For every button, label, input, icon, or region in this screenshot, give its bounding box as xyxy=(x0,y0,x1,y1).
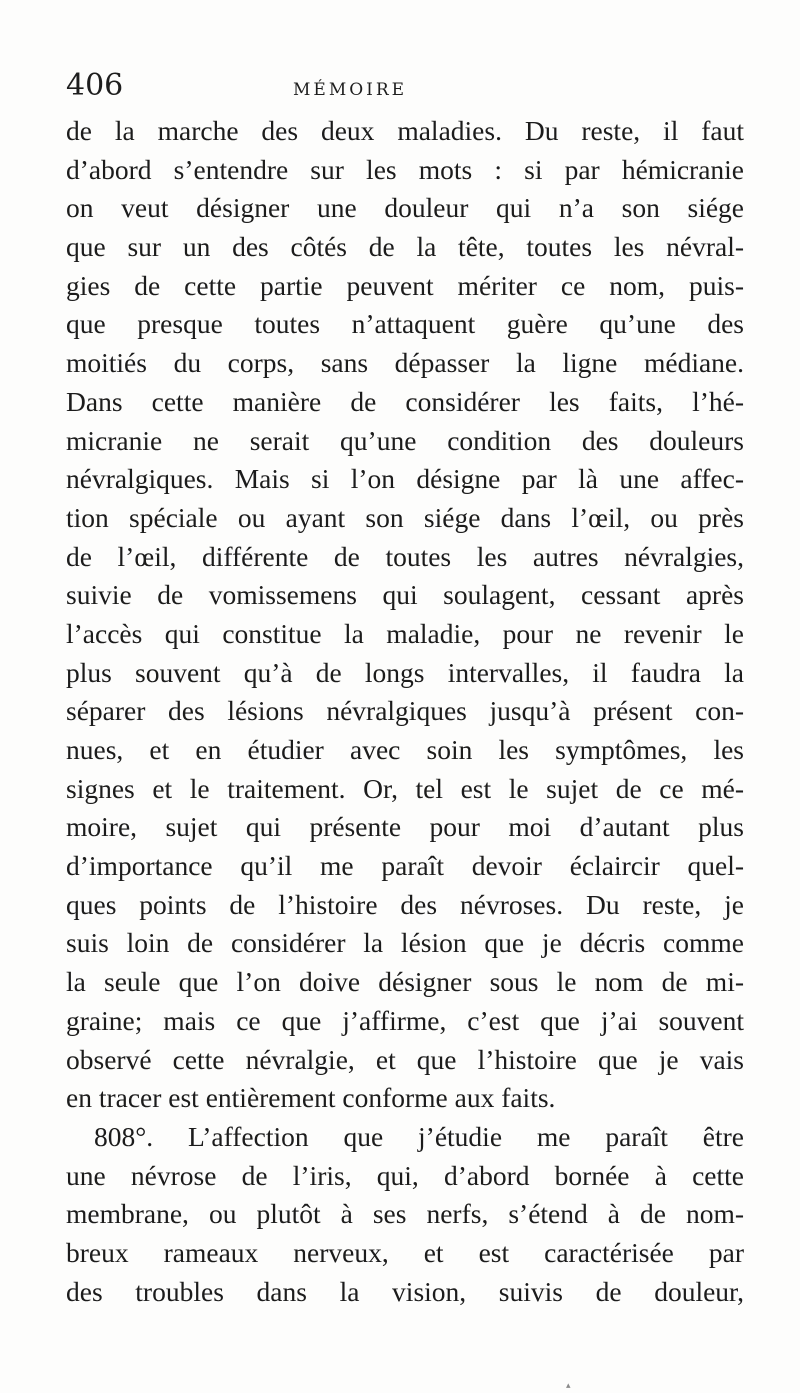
text-line: d’importance qu’il me paraît devoir éclaircir quel- xyxy=(66,850,744,882)
text-line: gies de cette partie peuvent mériter ce nom, puis- xyxy=(66,269,744,301)
text-line: micranie ne serait qu’une condition des douleurs xyxy=(66,424,744,456)
text-line: on veut désigner une douleur qui n’a son siége xyxy=(66,192,744,224)
text-line: de l’œil, différente de toutes les autres névralgies, xyxy=(66,540,744,572)
text-line: des troubles dans la vision, suivis de douleur, xyxy=(66,1275,744,1307)
ink-speck-mark: ▴ xyxy=(566,1381,571,1391)
text-line: d’abord s’entendre sur les mots : si par hémicranie xyxy=(66,153,744,185)
text-line: breux rameaux nerveux, et est caractérisée par xyxy=(66,1236,744,1268)
text-line: séparer des lésions névralgiques jusqu’à présent con- xyxy=(66,695,744,727)
text-line: membrane, ou plutôt à ses nerfs, s’étend à de nom- xyxy=(66,1198,744,1230)
text-line: que presque toutes n’attaquent guère qu’une des xyxy=(66,308,744,340)
text-line: plus souvent qu’à de longs intervalles, il faudra la xyxy=(66,656,744,688)
text-line: graine; mais ce que j’affirme, c’est que j’ai souvent xyxy=(66,1004,744,1036)
text-line: ques points de l’histoire des névroses. Du reste, je xyxy=(66,888,744,920)
text-line: suivie de vomissemens qui soulagent, cessant après xyxy=(66,579,744,611)
running-title: MÉMOIRE xyxy=(293,80,408,100)
text-line: névralgiques. Mais si l’on désigne par là une affec- xyxy=(66,463,744,495)
text-line: de la marche des deux maladies. Du reste, il faut xyxy=(66,115,744,146)
text-line: une névrose de l’iris, qui, d’abord bornée à cette xyxy=(66,1159,744,1191)
text-line: moitiés du corps, sans dépasser la ligne médiane. xyxy=(66,347,744,379)
text-line: suis loin de considérer la lésion que je décris comme xyxy=(66,927,744,959)
text-line: l’accès qui constitue la maladie, pour ne revenir le xyxy=(66,617,744,649)
text-line: Dans cette manière de considérer les faits, l’hé- xyxy=(66,385,744,417)
text-line: en tracer est entièrement conforme aux faits. xyxy=(66,1082,556,1114)
text-line: 808°. L’affection que j’étudie me paraît être xyxy=(94,1120,744,1152)
body-text xyxy=(66,112,744,1311)
text-line: nues, et en étudier avec soin les symptômes, les xyxy=(66,734,744,765)
text-line: tion spéciale ou ayant son siége dans l’œil, ou près xyxy=(66,501,744,533)
running-head xyxy=(66,68,746,108)
text-line: moire, sujet qui présente pour moi d’autant plus xyxy=(66,811,744,843)
text-line: signes et le traitement. Or, tel est le sujet de ce mé- xyxy=(66,772,744,804)
text-line: la seule que l’on doive désigner sous le nom de mi- xyxy=(66,966,744,998)
text-line: observé cette névralgie, et que l’histoire que je vais xyxy=(66,1043,744,1075)
page-number: 406 xyxy=(66,68,124,103)
text-line: que sur un des côtés de la tête, toutes les névral- xyxy=(66,231,744,263)
